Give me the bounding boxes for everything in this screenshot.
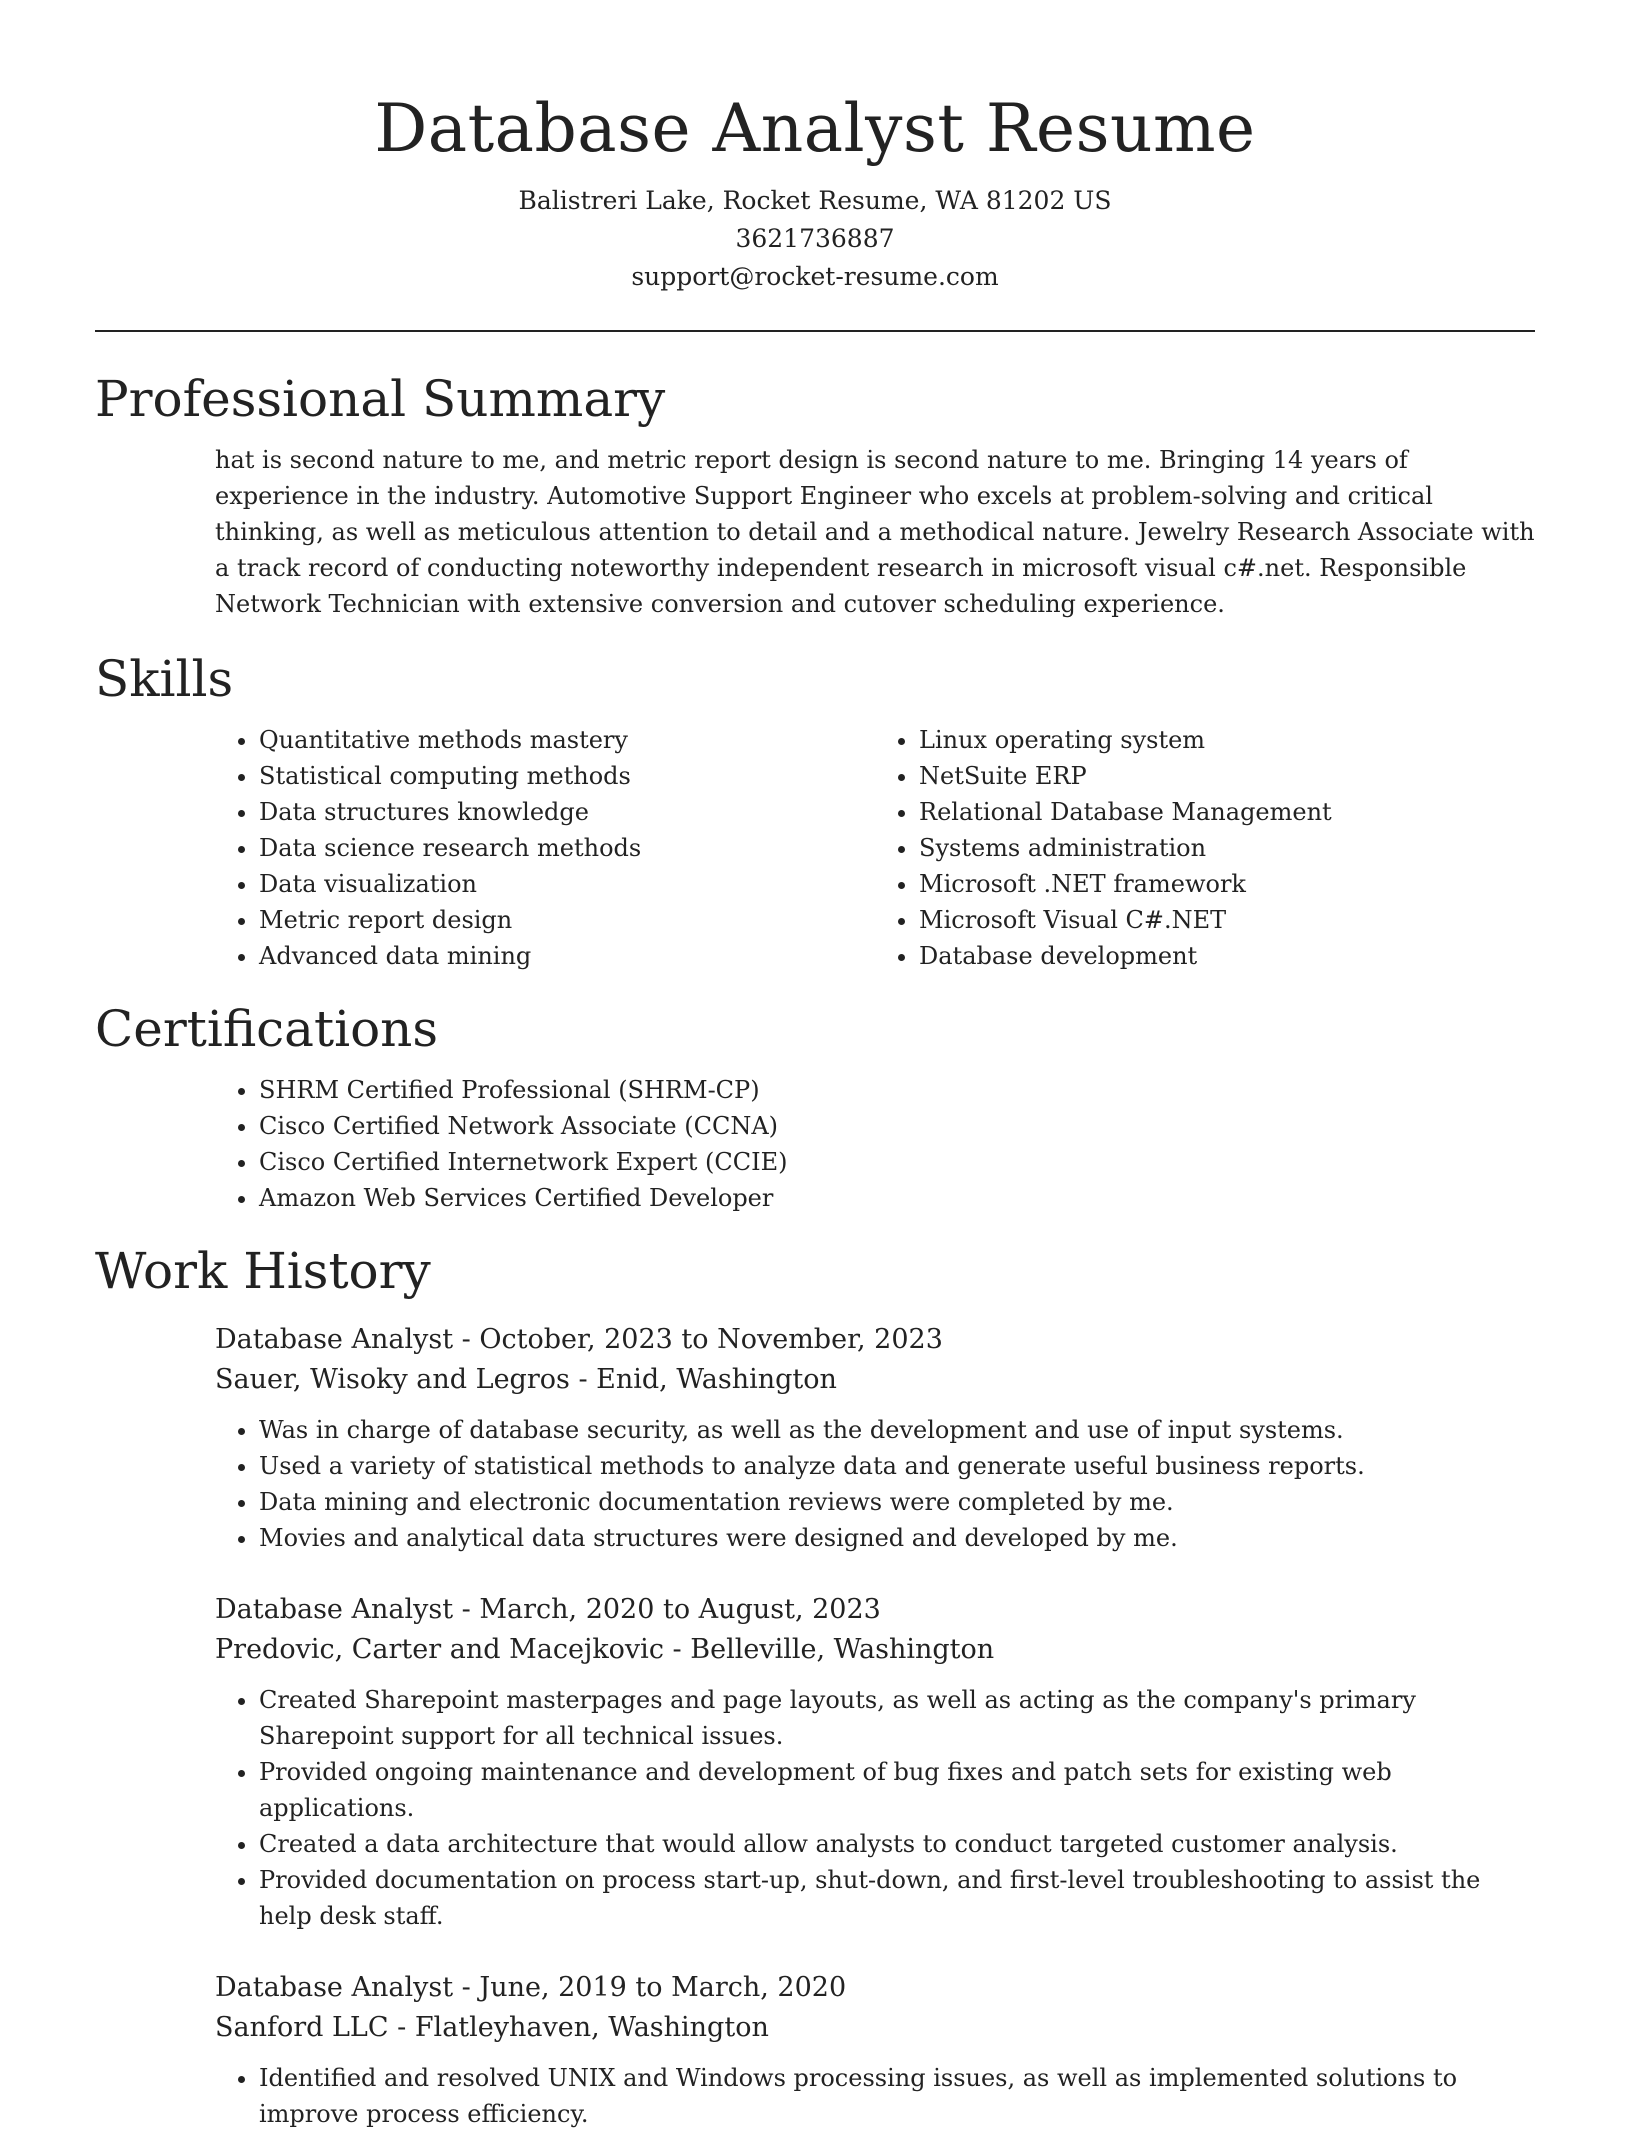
job-title-line: [215, 1590, 1535, 1630]
contact-phone: 3621736887: [735, 224, 895, 253]
job-dates: October, 2023 to November, 2023: [479, 1324, 943, 1355]
skills-heading: Skills: [95, 650, 234, 708]
skill-item: • Systems administration: [919, 830, 1535, 866]
certifications-section: [95, 998, 1535, 1216]
job-location: Enid, Washington: [596, 1364, 837, 1395]
skill-item: • Database development: [919, 938, 1535, 974]
job-bullets: [215, 1682, 1535, 1934]
skill-item: • Linux operating system: [919, 722, 1535, 758]
job-bullet: • Data mining and electronic documentation reviews were completed by me.: [259, 1484, 1535, 1520]
certification-item: • Cisco Certified Internetwork Expert (CCIE): [259, 1144, 1535, 1180]
separator: -: [663, 1634, 691, 1665]
job-title: Database Analyst: [215, 1594, 454, 1625]
certifications-list: [215, 1072, 1535, 1216]
job-title: Database Analyst: [215, 1324, 454, 1355]
job-location: Belleville, Washington: [690, 1634, 995, 1665]
skill-item: • Relational Database Management: [919, 794, 1535, 830]
job-company-line: [215, 2008, 1535, 2048]
separator: -: [388, 2012, 415, 2043]
skill-item: • Quantitative methods mastery: [259, 722, 875, 758]
separator: -: [569, 1364, 597, 1395]
skill-item: • Microsoft .NET framework: [919, 866, 1535, 902]
skill-item: • Statistical computing methods: [259, 758, 875, 794]
job-title-line: [215, 1320, 1535, 1360]
summary-heading: Professional Summary: [95, 370, 666, 428]
work-history-heading: Work History: [95, 1242, 431, 1300]
skills-section: [95, 648, 1535, 974]
job-title: Database Analyst: [215, 1972, 454, 2003]
skill-item: • Data structures knowledge: [259, 794, 875, 830]
job-bullets: [215, 1412, 1535, 1556]
certifications-heading: Certifications: [95, 1000, 439, 1058]
contact-block: [95, 182, 1535, 296]
job-company: Sauer, Wisoky and Legros: [215, 1364, 570, 1395]
job-entry: [215, 1590, 1535, 1934]
job-entry: [215, 1968, 1535, 2132]
certification-item: • SHRM Certified Professional (SHRM-CP): [259, 1072, 1535, 1108]
contact-email: support@rocket-resume.com: [631, 262, 999, 291]
job-bullet: • Created Sharepoint masterpages and page layouts, as well as acting as the company's primary Sharepoint support for all technical issues.: [259, 1682, 1535, 1754]
separator: -: [453, 1324, 480, 1355]
separator: -: [453, 1594, 480, 1625]
job-bullet: • Was in charge of database security, as well as the development and use of input systems.: [259, 1412, 1535, 1448]
work-history-section: [95, 1240, 1535, 2132]
skill-item: • Advanced data mining: [259, 938, 875, 974]
job-bullet: • Identified and resolved UNIX and Windows processing issues, as well as implemented solutions to improve process efficiency.: [259, 2060, 1535, 2132]
job-bullets: [215, 2060, 1535, 2132]
skill-item: • Microsoft Visual C#.NET: [919, 902, 1535, 938]
job-bullet: • Created a data architecture that would allow analysts to conduct targeted customer analysis.: [259, 1826, 1535, 1862]
job-company-line: [215, 1360, 1535, 1400]
skills-right-list: [875, 722, 1535, 974]
job-bullet: • Movies and analytical data structures were designed and developed by me.: [259, 1520, 1535, 1556]
job-company: Sanford LLC: [215, 2012, 389, 2043]
skills-grid: [215, 722, 1535, 974]
skill-item: • Data science research methods: [259, 830, 875, 866]
job-bullet: • Provided documentation on process start-up, shut-down, and first-level troubleshooting to assist the help desk staff.: [259, 1862, 1535, 1934]
summary-text: hat is second nature to me, and metric report design is second nature to me. Bringing 14 years of experience in the industry. Automotive Support Engineer who excels at problem-solving and critical thinking, as well as meticulous attention to detail and a methodical nature. Jewelry Research Associate with a track record of conducting noteworthy independent research in microsoft visual c#.net. Responsible Network Technician with extensive conversion and cutover scheduling experience.: [215, 446, 1535, 618]
resume-page: [95, 0, 1535, 2132]
skill-item: • Data visualization: [259, 866, 875, 902]
job-company-line: [215, 1630, 1535, 1670]
certifications-list-wrap: [215, 1072, 1535, 1216]
separator: -: [453, 1972, 480, 2003]
job-location: Flatleyhaven, Washington: [414, 2012, 769, 2043]
certification-item: • Amazon Web Services Certified Developer: [259, 1180, 1535, 1216]
resume-title: Database Analyst Resume: [374, 90, 1256, 167]
job-company: Predovic, Carter and Macejkovic: [215, 1634, 664, 1665]
resume-header: [95, 0, 1535, 296]
skill-item: • Metric report design: [259, 902, 875, 938]
certification-item: • Cisco Certified Network Associate (CCNA): [259, 1108, 1535, 1144]
summary-section: [95, 368, 1535, 622]
job-dates: March, 2020 to August, 2023: [479, 1594, 881, 1625]
skill-item: • NetSuite ERP: [919, 758, 1535, 794]
job-title-line: [215, 1968, 1535, 2008]
contact-address: Balistreri Lake, Rocket Resume, WA 81202 US: [518, 186, 1112, 215]
job-entry: [215, 1320, 1535, 1556]
skills-left-list: [215, 722, 875, 974]
job-bullet: • Provided ongoing maintenance and development of bug fixes and patch sets for existing web applications.: [259, 1754, 1535, 1826]
job-dates: June, 2019 to March, 2020: [479, 1972, 847, 2003]
header-divider: [95, 330, 1535, 332]
job-bullet: • Used a variety of statistical methods to analyze data and generate useful business reports.: [259, 1448, 1535, 1484]
